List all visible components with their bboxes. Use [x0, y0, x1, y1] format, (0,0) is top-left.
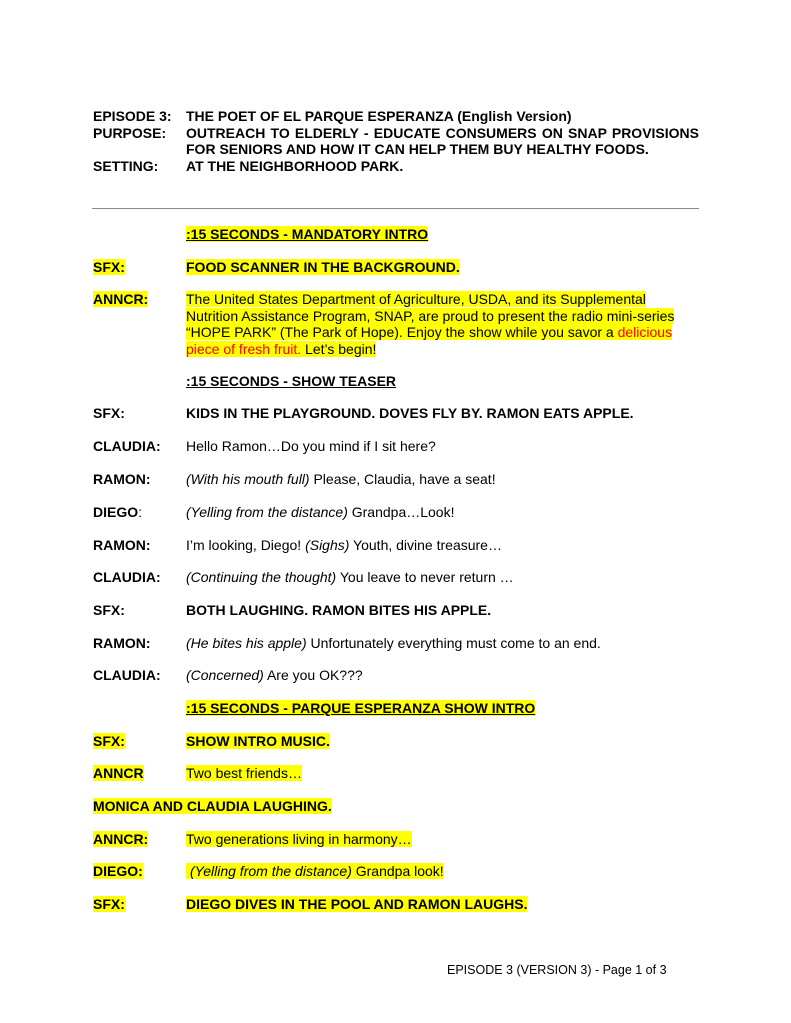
- sfx-cue: KIDS IN THE PLAYGROUND. DOVES FLY BY. RAMON EATS APPLE.: [186, 405, 634, 421]
- speaker-label: SFX:: [93, 259, 125, 275]
- sfx-cue: FOOD SCANNER IN THE BACKGROUND.: [186, 259, 460, 275]
- speaker-label: ANNCR: [93, 765, 144, 781]
- speaker-label: ANNCR:: [93, 291, 149, 307]
- intro-heading-row: [93, 226, 699, 243]
- speaker-label: RAMON:: [93, 635, 151, 651]
- speaker-label: CLAUDIA:: [93, 438, 161, 454]
- show-intro-heading-row: [93, 700, 699, 717]
- script-header: [93, 108, 699, 174]
- intro-heading: :15 SECONDS - MANDATORY INTRO: [186, 226, 429, 242]
- dialogue-text: Grandpa…Look!: [347, 504, 455, 520]
- script-line-sfx-4: [93, 733, 699, 750]
- setting-label: SETTING:: [93, 157, 159, 174]
- script-line-claudia-2: [93, 569, 699, 586]
- stage-direction: (Yelling from the distance): [186, 504, 348, 520]
- stage-direction: (Concerned): [186, 667, 264, 683]
- dialogue-text: I’m looking, Diego!: [186, 537, 306, 553]
- dialogue-text: Unfortunately everything must come to an end.: [306, 635, 601, 651]
- stage-direction: (With his mouth full): [186, 471, 310, 487]
- script-line-ramon-2: [93, 537, 699, 554]
- dialogue-text: Grandpa look!: [351, 863, 444, 879]
- speaker-label: DIEGO:: [93, 863, 143, 879]
- speaker-label: CLAUDIA:: [93, 667, 161, 683]
- script-line-sfx-1: [93, 259, 699, 276]
- script-line-sfx-2: [93, 405, 699, 422]
- dialogue-text: You leave to never return …: [336, 569, 514, 585]
- script-line-ramon-3: [93, 635, 699, 652]
- speaker-label: ANNCR:: [93, 831, 149, 847]
- dialogue-text: Hello Ramon…Do you mind if I sit here?: [186, 438, 436, 454]
- teaser-heading: :15 SECONDS - SHOW TEASER: [186, 373, 397, 389]
- purpose-row: [93, 125, 699, 158]
- sfx-cue: BOTH LAUGHING. RAMON BITES HIS APPLE.: [186, 602, 492, 618]
- script-line-anncr-2: [93, 765, 699, 782]
- stage-direction: (Yelling from the distance): [190, 863, 352, 879]
- page-footer: EPISODE 3 (VERSION 3) - Page 1 of 3: [447, 963, 667, 977]
- stage-direction: (Continuing the thought): [186, 569, 337, 585]
- dialogue-text: [186, 863, 444, 879]
- teaser-heading-row: [93, 373, 699, 390]
- purpose-text: OUTREACH TO ELDERLY - EDUCATE CONSUMERS ON SNAP PROVISIONS FOR SENIORS AND HOW IT CAN HELP THEM BUY HEALTHY FOODS.: [186, 124, 699, 157]
- speaker-label: SFX:: [93, 733, 125, 749]
- sfx-cue: SHOW INTRO MUSIC.: [186, 733, 330, 749]
- purpose-label: PURPOSE:: [93, 124, 167, 141]
- speaker-label: CLAUDIA:: [93, 569, 161, 585]
- dialogue-text: Two best friends…: [186, 765, 302, 781]
- speaker-label: RAMON:: [93, 537, 151, 553]
- dialogue-text: The United States Department of Agriculture, USDA, and its Supplemental Nutrition Assistance Program, SNAP, are proud to present the radio mini-series “HOPE PARK” (The Park of Hope). Enjoy the show while you savor a: [186, 291, 675, 340]
- setting-row: [93, 158, 699, 175]
- episode-label: EPISODE 3:: [93, 108, 172, 124]
- script-line-diego-2: [93, 863, 699, 880]
- dialogue-text: Are you OK???: [263, 667, 363, 683]
- speaker-label: RAMON:: [93, 471, 151, 487]
- script-line-laughing: [93, 798, 699, 815]
- script-line-sfx-3: [93, 602, 699, 619]
- script-line-claudia-1: [93, 438, 699, 455]
- script-line-anncr-1: [93, 291, 699, 357]
- show-intro-heading: :15 SECONDS - PARQUE ESPERANZA SHOW INTRO: [186, 700, 536, 716]
- setting-text: AT THE NEIGHBORHOOD PARK.: [186, 157, 404, 174]
- speaker-label: DIEGO: [93, 504, 139, 520]
- speaker-label: SFX:: [93, 896, 125, 912]
- dialogue-text: Youth, divine treasure…: [349, 537, 502, 553]
- dialogue-text: Let’s begin!: [301, 340, 377, 357]
- dialogue-text: Please, Claudia, have a seat!: [309, 471, 496, 487]
- fruit-emphasis: delicious piece of fresh fruit.: [186, 324, 673, 357]
- sfx-cue: DIEGO DIVES IN THE POOL AND RAMON LAUGHS.: [186, 896, 528, 912]
- script-line-anncr-3: [93, 831, 699, 848]
- dialogue-text: Two generations living in harmony…: [186, 831, 412, 847]
- speaker-colon: :: [138, 504, 143, 520]
- stage-direction: (Sighs): [305, 537, 350, 553]
- speaker-label: SFX:: [93, 405, 125, 421]
- script-line-ramon-1: [93, 471, 699, 488]
- header-divider: [92, 208, 699, 209]
- sfx-cue: MONICA AND CLAUDIA LAUGHING.: [93, 798, 332, 814]
- stage-direction: (He bites his apple): [186, 635, 307, 651]
- speaker-label: SFX:: [93, 602, 125, 618]
- script-line-claudia-3: [93, 667, 699, 684]
- episode-row: [93, 108, 699, 125]
- episode-title: THE POET OF EL PARQUE ESPERANZA (English Version): [186, 108, 572, 124]
- script-line-sfx-5: [93, 896, 699, 913]
- script-line-diego-1: [93, 504, 699, 521]
